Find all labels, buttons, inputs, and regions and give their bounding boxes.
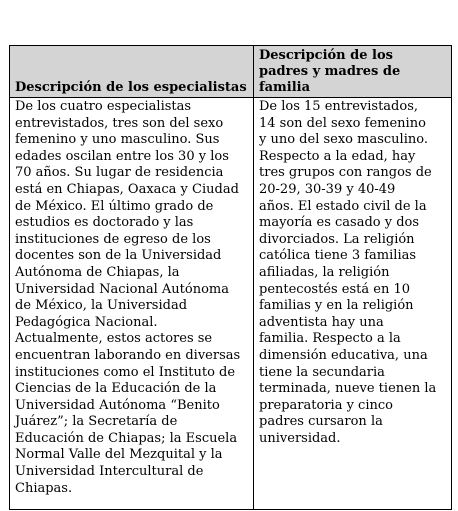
table-row [10, 98, 452, 510]
parents-description-text: De los 15 entrevistados, 14 son del sexo femenino y uno del sexo masculino. Respecto a la edad, hay tres grupos con rangos de 20-29, 30-39 y 40-49 años. El estado civil de la mayoría es casado y dos divorciados. La religión católica tiene 3 familias afiliadas, la religión pentecostés está en 10 familias y en la religión adventista hay una familia. Respecto a la dimensión educativa, una tiene la secundaria terminada, nueve tienen la preparatoria y cinco padres cursaron la universidad. [259, 99, 437, 446]
header-specialists [10, 46, 254, 98]
header-parents-label: Descripción de los padres y madres de familia [259, 48, 401, 95]
header-parents [254, 46, 452, 98]
cell-parents-description [254, 98, 452, 510]
cell-specialists-description [10, 98, 254, 510]
description-table-container [9, 45, 451, 510]
specialists-description-text: De los cuatro especialistas entrevistados, tres son del sexo femenino y uno masculino. Sus edades oscilan entre los 30 y los 70 años. Su lugar de residencia está en Chiapas, Oaxaca y Ciudad de México. El último grado de estudios es doctorado y las instituciones de egreso de los docentes son de la Universidad Autónoma de Chiapas, la Universidad Nacional Autónoma de México, la Universidad Pedagógica Nacional. Actualmente, estos actores se encuentran laborando en diversas instituciones como el Instituto de Ciencias de la Educación de la Universidad Autónoma “Benito Juárez”; la Secretaría de Educación de Chiapas; la Escuela Normal Valle del Mezquital y la Universidad Intercultural de Chiapas. [15, 99, 241, 496]
header-specialists-label: Descripción de los especialistas [15, 80, 247, 95]
table-header-row [10, 46, 452, 98]
description-table [9, 45, 452, 510]
